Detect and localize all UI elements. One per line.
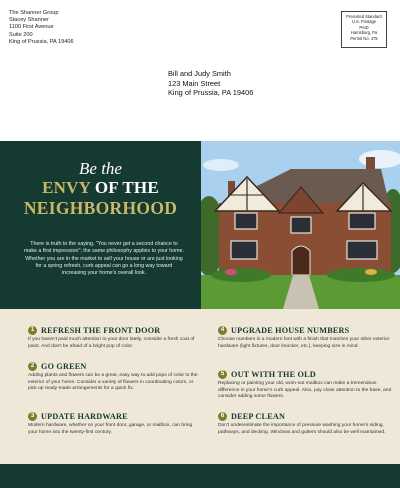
recipient-address <box>168 69 253 98</box>
tip-6 <box>218 410 393 436</box>
recipient-line: Bill and Judy Smith <box>168 69 231 78</box>
headline <box>0 159 201 218</box>
postage-line: Presorted Standard <box>346 14 382 19</box>
tip-text: If you haven't paid much attention to your door lately, consider a fresh coat of paint. And don't be afraid of a bright pop of color. <box>28 337 195 349</box>
hero-text-panel <box>0 141 201 309</box>
hero-section <box>0 141 400 309</box>
headline-envy-line <box>0 178 201 198</box>
tip-title: GO GREEN <box>41 361 87 371</box>
hero-body-text: There is truth to the saying, "You never get a second chance to make a first impression"; the same philosophy applies to your home. Whether you are in the market to sell your house or are just looking for a spring refresh, curb appeal can go a long way toward increasing your home's overall look. <box>24 241 184 277</box>
postage-line: PAID <box>359 24 369 30</box>
tip-number-badge: 4 <box>218 326 227 335</box>
tips-section <box>0 309 400 464</box>
tip-title: OUT WITH THE OLD <box>231 369 316 379</box>
tip-number-badge: 5 <box>218 370 227 379</box>
tip-number-badge: 2 <box>28 362 37 371</box>
tip-number-badge: 6 <box>218 412 227 421</box>
return-address-line: Suite 200 <box>9 31 33 38</box>
tip-title: DEEP CLEAN <box>231 411 286 421</box>
tip-number-badge: 3 <box>28 412 37 421</box>
headline-envy: ENVY <box>42 178 91 197</box>
tip-header <box>218 368 393 380</box>
return-address-line: The Shanner Group <box>9 10 59 16</box>
headline-of-the: OF THE <box>94 178 159 197</box>
tip-header <box>28 410 203 422</box>
tip-2 <box>28 360 203 393</box>
tip-title: UPGRADE HOUSE NUMBERS <box>231 325 350 335</box>
tip-1 <box>28 324 203 350</box>
house-photo <box>201 141 400 309</box>
tip-text: Replacing or painting your old, worn-out mailbox can make a tremendous difference in your home's curb appeal. Also, pay close attention to the base, and consider adding some flowers. <box>218 381 392 399</box>
house-illustration <box>201 141 400 309</box>
tip-text: Adding plants and flowers can be a great, easy way to add pops of color to the exterior of your home. Consider a variety of flowers in coordinating colors, or pick up ready-made arrangements for a quick fix. <box>28 373 198 391</box>
tip-5 <box>218 368 393 401</box>
tip-text: Modern hardware, whether on your front door, garage, or mailbox, can bring your home into the twenty-first century. <box>28 423 193 435</box>
postage-line: U.S. Postage <box>351 19 377 25</box>
tip-3 <box>28 410 203 436</box>
return-address <box>9 10 74 46</box>
tip-text: Choose numbers in a modern font with a finish that matches your other exterior hardware (light fixtures, door knocker, etc.), keeping size in mind. <box>218 337 390 349</box>
tip-header <box>218 324 393 336</box>
return-address-line: King of Prussia, PA 19406 <box>9 38 74 45</box>
headline-be-the: Be the <box>79 159 122 178</box>
tip-4 <box>218 324 393 350</box>
postage-line: Harrisburg, Pa <box>350 30 378 36</box>
footer-band <box>0 464 400 488</box>
tip-title: REFRESH THE FRONT DOOR <box>41 325 161 335</box>
recipient-line: 123 Main Street <box>168 78 221 88</box>
return-address-line: Stacey Shanner <box>9 17 49 24</box>
tip-number-badge: 1 <box>28 326 37 335</box>
tip-header <box>28 360 203 372</box>
tip-text: Don't underestimate the importance of pressure washing your home's siding, pathways, and decking. Windows and gutters should also be well maintained. <box>218 423 386 435</box>
tip-header <box>28 324 203 336</box>
postage-line: Permit No. 475 <box>350 35 378 41</box>
recipient-line: King of Prussia, PA 19406 <box>168 88 254 98</box>
return-address-line: 1100 First Avenue <box>9 24 54 31</box>
postage-indicia <box>341 11 387 48</box>
tip-title: UPDATE HARDWARE <box>41 411 128 421</box>
headline-neighborhood: NEIGHBORHOOD <box>23 198 178 218</box>
tip-header <box>218 410 393 422</box>
